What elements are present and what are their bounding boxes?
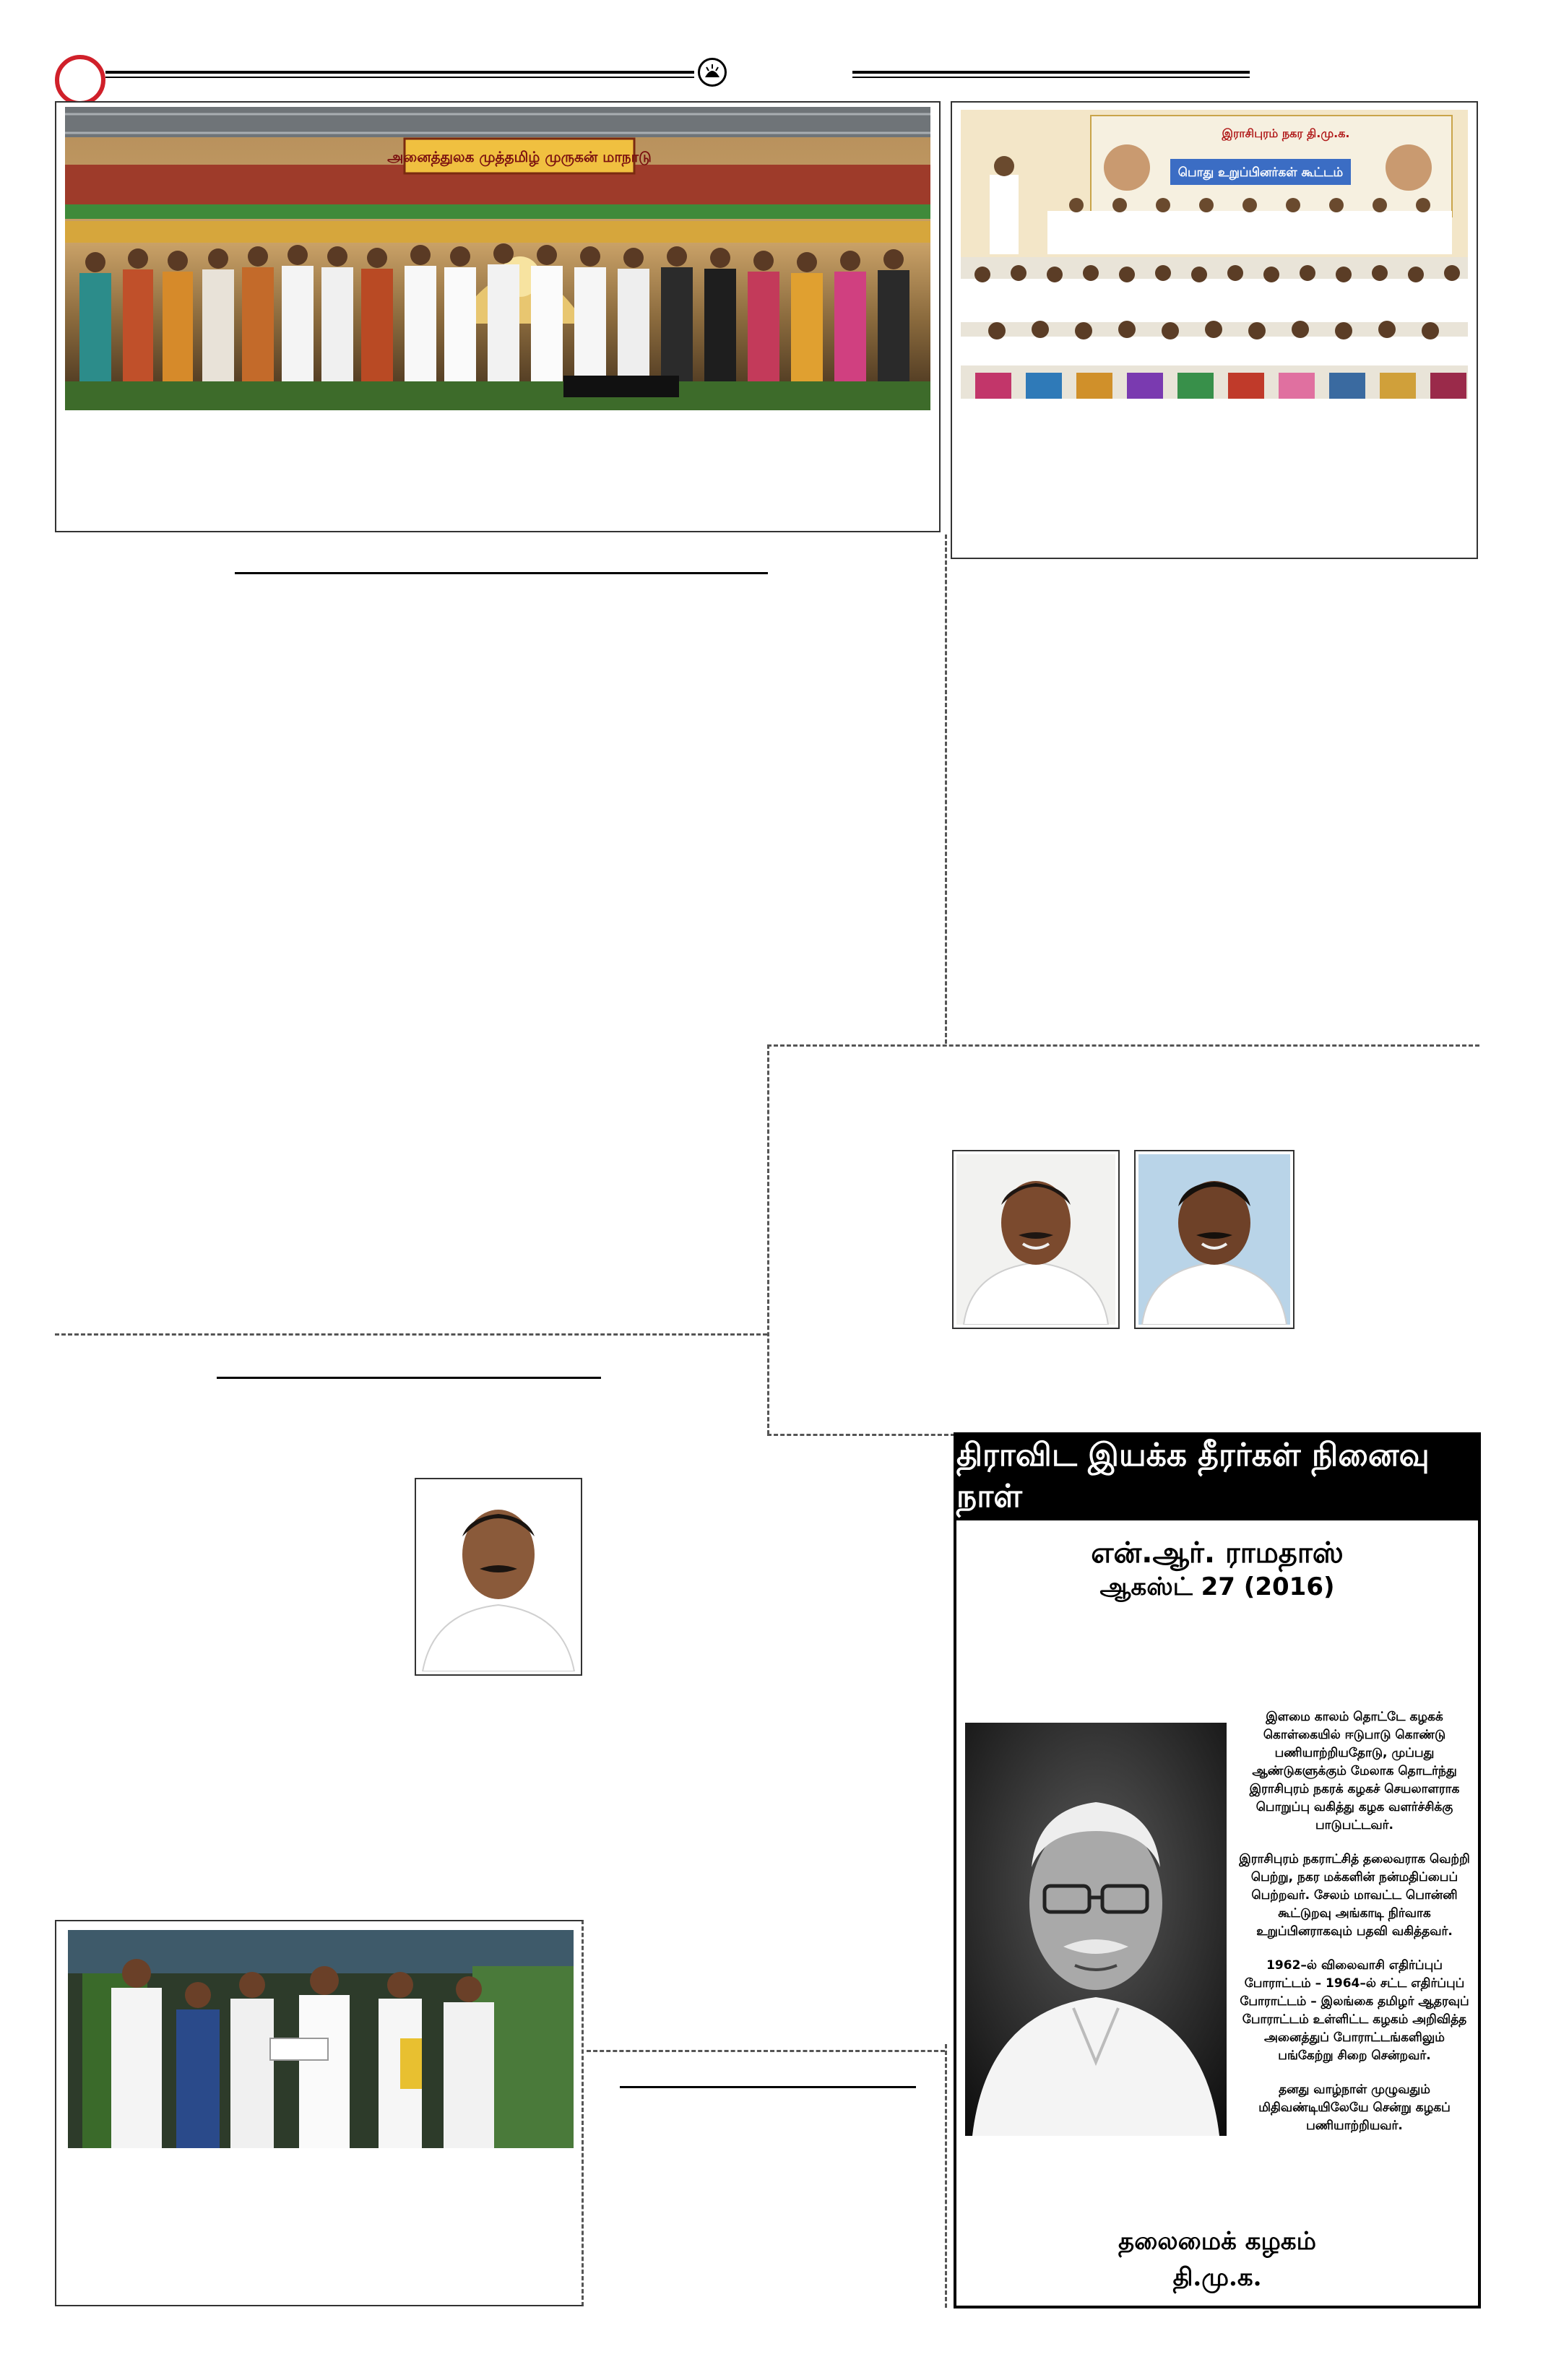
- column-divider-upper: [945, 535, 947, 1044]
- memorial-date: ஆகஸ்ட் 27 (2016): [1099, 1572, 1335, 1601]
- meeting-audience-photo: [961, 257, 1468, 399]
- headline-rule-3: [620, 2086, 916, 2088]
- rising-sun-emblem-icon: [698, 58, 727, 87]
- memorial-portrait: [965, 1723, 1227, 2136]
- biography-paragraph: 1962–ல் விலைவாசி எதிர்ப்புப் போராட்டம் – 1964–ல் சட்ட எதிர்ப்புப் போராட்டம் – இலங்கை தமிழர் ஆதரவுப் போராட்டம் உள்ளிட்ட கழகம் அறிவித்த அனைத்துப் போராட்டங்களிலும் பங்கேற்று சிறை சென்றவர்.: [1240, 1958, 1469, 2063]
- headline-rule-1: [235, 572, 768, 574]
- section-divider-right-bottom: [767, 1434, 955, 1436]
- section-divider-right-vertical: [767, 1044, 769, 1435]
- headline-rule-2: [217, 1377, 601, 1379]
- header-rule-right: [852, 71, 1250, 74]
- portrait-2: [1138, 1154, 1290, 1325]
- header-rule-right-thin: [852, 77, 1250, 78]
- page-number-circle: [55, 55, 105, 105]
- memorial-notice: [954, 1432, 1481, 2308]
- memorial-banner: திராவிட இயக்க தீரர்கள் நினைவு நாள்: [956, 1435, 1478, 1520]
- biography-paragraph: இளமை காலம் தொட்டே கழகக் கொள்கையில் ஈடுபாடு கொண்டு பணியாற்றியதோடு, முப்பது ஆண்டுகளுக்கும் மேலாக தொடர்ந்து இராசிபுரம் நகரக் கழகச் செயலாளராக பொறுப்பு வகித்து கழக வளர்ச்சிக்கு பாடுபட்டவர்.: [1249, 1710, 1460, 1832]
- memorial-biography: [1238, 1708, 1471, 2151]
- conference-stage-photo: [65, 107, 930, 410]
- stage-banner-text: அனைத்துலக முத்தமிழ் முருகன் மாநாடு: [387, 148, 652, 165]
- memorial-footer-party: தி.மு.க.: [1172, 2263, 1262, 2292]
- section-divider-left: [55, 1333, 767, 1336]
- section-divider-bottom: [587, 2050, 945, 2052]
- meeting-stage-photo: [961, 110, 1468, 257]
- header-rule-left: [105, 71, 694, 74]
- memorial-footer-org: தலைமைக் கழகம்: [1118, 2227, 1316, 2256]
- portrait-1: [956, 1154, 1115, 1325]
- memo-handover-photo: [68, 1930, 574, 2148]
- meeting-banner-subtitle: இராசிபுரம் நகர தி.மு.க.: [1222, 126, 1350, 140]
- header-rule-left-thin: [105, 77, 694, 78]
- column-divider-lower: [945, 2044, 947, 2308]
- biography-paragraph: இராசிபுரம் நகராட்சித் தலைவராக வெற்றி பெற்று, நகர மக்களின் நன்மதிப்பைப் பெற்றவர். சேலம் மாவட்ட பொன்னி கூட்டுறவு அங்காடி நிர்வாக உறுப்பினராகவும் பதவி வகித்தவர்.: [1239, 1852, 1470, 1939]
- portrait-3: [419, 1482, 578, 1671]
- memorial-name: என்.ஆர். ராமதாஸ்: [1091, 1536, 1344, 1570]
- meeting-banner-title: பொது உறுப்பினர்கள் கூட்டம்: [1177, 165, 1344, 180]
- biography-paragraph: தனது வாழ்நாள் முழுவதும் மிதிவண்டியிலேயே சென்று கழகப் பணியாற்றியவர்.: [1258, 2082, 1451, 2133]
- section-divider-right: [767, 1044, 1479, 1047]
